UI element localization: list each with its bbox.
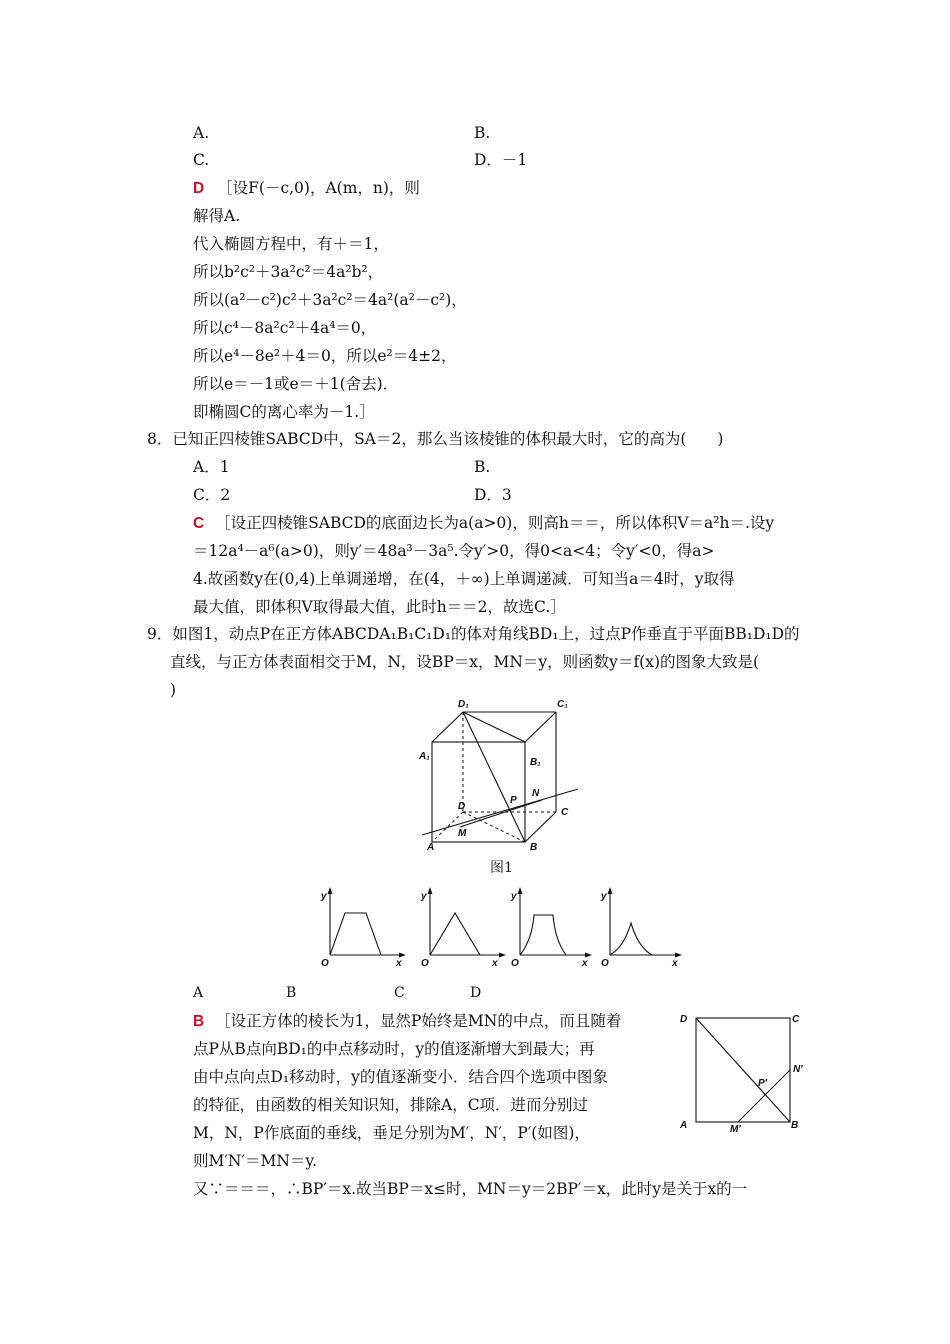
q9-solution-line-5: M，N，P作底面的垂线，垂足分别为M′，N′，P′(如图)，: [193, 1124, 590, 1142]
q9-solution-line-7: 又∵＝＝＝，∴BP′＝x.故当BP＝x≤时，MN＝y＝2BP′＝x，此时y是关于x的一: [193, 1180, 748, 1198]
graph-a-x-arrow: [399, 953, 406, 958]
q9-solution-line-4: 的特征，由函数的相关知识知，排除A，C项．进而分别过: [193, 1096, 589, 1114]
q9-stem-line-3: ): [170, 681, 177, 699]
choice-label-c: C: [394, 985, 405, 1001]
cube-label-d1: D₁: [458, 699, 469, 710]
graph-c-x-arrow: [585, 953, 592, 958]
choice-graph-a: [318, 885, 408, 975]
graph-a-curve: [330, 913, 381, 955]
q8-stem: 8．已知正四棱锥SABCD中，SA＝2，那么当该棱锥的体积最大时，它的高为( ): [147, 430, 724, 448]
q7-solution-text-1: ［设F(－c,0)，A(m，n)，则: [217, 179, 420, 197]
graph-d-y-arrow: [608, 887, 613, 894]
cube-label-m: M: [458, 828, 467, 839]
q7-solution-line-4: 所以b²c²＋3a²c²＝4a²b²，: [193, 263, 384, 281]
square-figure: [676, 1008, 816, 1138]
graph-d-x-arrow: [675, 953, 682, 958]
graph-c-label-o: O: [511, 958, 519, 969]
graph-b-label-x: x: [492, 958, 498, 969]
cube-label-c1: C₁: [557, 699, 568, 710]
q7-solution-line-5: 所以(a²－c²)c²＋3a²c²＝4a²(a²－c²)，: [193, 291, 467, 309]
square-label-n: N′: [793, 1064, 803, 1075]
graph-c-label-x: x: [582, 958, 588, 969]
q7-option-c: C.: [193, 151, 210, 169]
q8-solution-line-3: 4.故函数y在(0,4)上单调递增，在(4，＋∞)上单调递减．可知当a＝4时，y取得: [193, 570, 735, 588]
cube-label-c: C: [561, 807, 569, 818]
choice-graph-d: [598, 885, 688, 975]
graph-d-label-o: O: [601, 958, 609, 969]
graph-c-label-y: y: [511, 891, 517, 902]
q9-solution-line-2: 点P从B点向BD₁的中点移动时，y的值逐渐增大到最大；再: [193, 1040, 595, 1058]
q7-solution-line-1: [193, 178, 420, 199]
choice-label-a: A: [193, 985, 204, 1001]
square-label-b: B: [791, 1120, 799, 1131]
square-label-d: D: [680, 1014, 688, 1025]
graph-b-x-arrow: [499, 953, 506, 958]
cube-hidden-diagonal-bd: [463, 812, 525, 842]
q7-solution-line-2: 解得A.: [193, 207, 241, 225]
q7-solution-line-8: 所以e＝－1或e＝＋1(舍去)．: [193, 375, 399, 393]
q9-solution-line-1: [193, 1011, 621, 1032]
choice-label-d: D: [470, 985, 482, 1001]
q8-option-d: D．3: [474, 486, 512, 504]
graph-b-curve: [430, 913, 480, 955]
q7-solution-line-9: 即椭圆C的离心率为－1.］: [193, 403, 375, 421]
cube-label-d: D: [458, 801, 466, 812]
q7-option-a: A.: [193, 124, 210, 142]
figure-1-caption: 图1: [490, 860, 513, 876]
cube-front-face: [432, 742, 525, 842]
choice-graph-c: [508, 885, 598, 975]
graph-a-y-arrow: [328, 887, 333, 894]
square-label-a: A: [680, 1120, 688, 1131]
q7-option-d: D．－1: [474, 151, 528, 169]
graph-b-label-o: O: [421, 958, 429, 969]
graph-a-label-o: O: [321, 958, 329, 969]
square-label-c: C: [792, 1014, 800, 1025]
q8-solution-line-2: ＝12a⁴－a⁶(a>0)，则y′＝48a³－3a⁵.令y′>0，得0<a<4；令y′<0，得a>: [193, 542, 715, 560]
cube-label-b: B: [530, 842, 538, 853]
choice-label-b: B: [286, 985, 297, 1001]
q7-answer-letter: D: [193, 180, 205, 197]
graph-c-curve: [520, 915, 566, 955]
q9-stem-line-1: 9．如图1，动点P在正方体ABCDA₁B₁C₁D₁的体对角线BD₁上，过点P作垂直于平面BB₁D₁D的: [147, 625, 800, 643]
q8-answer-letter: C: [193, 515, 205, 532]
q9-stem-line-2: 直线，与正方体表面相交于M，N，设BP＝x，MN＝y，则函数y＝f(x)的图象大致是(: [170, 653, 760, 671]
q9-solution-text-1: ［设正方体的棱长为1，显然P始终是MN的中点，而且随着: [215, 1012, 622, 1030]
q8-solution-line-1: [193, 513, 774, 534]
square-diagonal-bd: [696, 1018, 790, 1122]
q9-solution-line-3: 由中点向点D₁移动时，y的值逐渐变小．结合四个选项中图象: [193, 1068, 608, 1086]
graph-d-curve: [610, 923, 652, 955]
choice-graph-b: [418, 885, 508, 975]
q7-option-b: B.: [474, 124, 491, 142]
graph-a-label-x: x: [396, 958, 402, 969]
cube-label-a: A: [427, 842, 435, 853]
q8-solution-text-1: ［设正四棱锥SABCD的底面边长为a(a>0)，则高h＝＝，所以体积V＝a²h＝.设y: [215, 514, 775, 532]
cube-figure: [418, 699, 588, 855]
q8-option-a: A．1: [193, 458, 230, 476]
q9-solution-line-6: 则M′N′＝MN＝y.: [193, 1152, 318, 1170]
cube-edge-b-c: [525, 812, 556, 842]
q8-option-c: C．2: [193, 486, 231, 504]
graph-d-label-x: x: [672, 958, 678, 969]
square-label-p: P′: [758, 1078, 768, 1089]
cube-label-n: N: [532, 788, 540, 799]
cube-label-p: P: [510, 795, 517, 806]
q8-option-b: B.: [474, 458, 491, 476]
cube-label-a1: A₁: [419, 751, 430, 762]
graph-b-y-arrow: [428, 887, 433, 894]
graph-c-y-arrow: [518, 887, 523, 894]
graph-b-label-y: y: [421, 891, 427, 902]
cube-line-mp: [460, 811, 508, 827]
cube-diagonal-b1d1: [463, 712, 525, 742]
q7-solution-line-7: 所以e⁴－8e²＋4＝0，所以e²＝4±2，: [193, 347, 457, 365]
graph-a-label-y: y: [321, 891, 327, 902]
q7-solution-line-3: 代入椭圆方程中，有＋＝1，: [193, 235, 389, 253]
cube-edge-b1-c1: [525, 712, 556, 742]
cube-edge-a1-d1: [432, 712, 463, 742]
q7-solution-line-6: 所以c⁴－8a²c²＋4a⁴＝0，: [193, 319, 377, 337]
q8-solution-line-4: 最大值，即体积V取得最大值，此时h＝＝2，故选C.］: [193, 598, 566, 616]
square-label-m: M′: [730, 1124, 741, 1135]
q9-answer-letter: B: [193, 1013, 205, 1030]
graph-d-label-y: y: [601, 891, 607, 902]
cube-label-b1: B₁: [530, 757, 541, 768]
